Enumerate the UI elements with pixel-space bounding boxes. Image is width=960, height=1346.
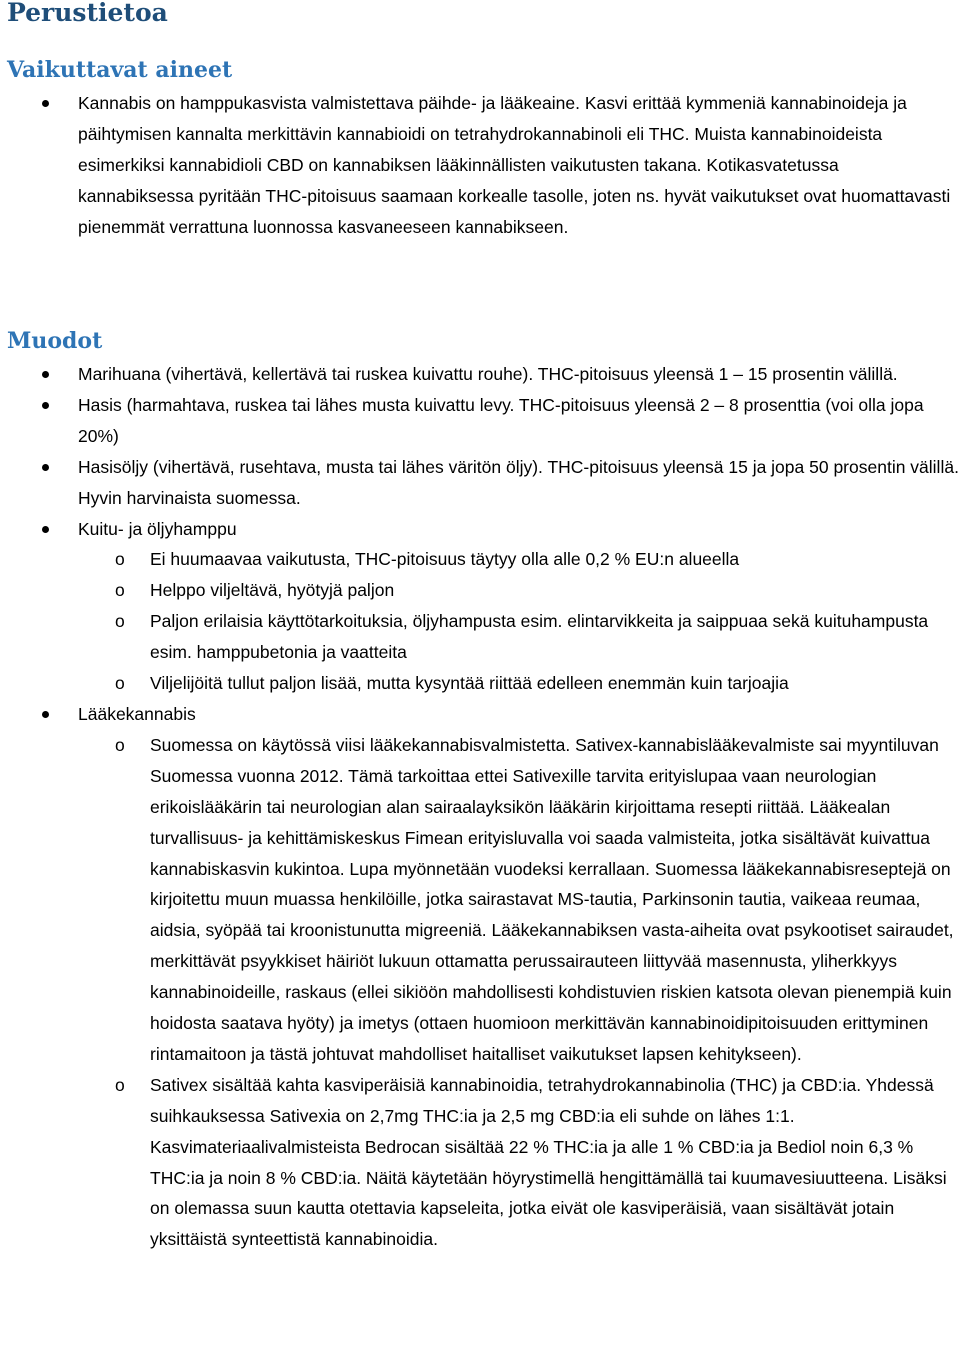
sub-list-item: [115, 668, 960, 699]
sub-list-item-text: Suomessa on käytössä viisi lääkekannabisvalmistetta. Sativex-kannabislääkevalmiste sai myyntiluvan Suomessa vuonna 2012. Tämä tarkoittaa ettei Sativexille tarvita erityislupaa vaan neurologian erikoislääkärin tai neurologian alan sairaalayksikön lääkärin kirjoittama resepti riittää. Lääkealan turvallisuus- ja kehittämiskeskus Fimean erityisluvalla voi saada valmisteita, jotka sisältävät kuivattua kannabiskasvin kukintoa. Lupa myönnetään vuodeksi kerrallaan. Suomessa lääkekannabisreseptejä on kirjoitettu muun muassa henkilöille, jotka sairastavat MS-tautia, Parkinsonin tautia, vaikeaa reumaa, aidsia, syöpää tai kroonistunutta migreeniä. Lääkekannabiksen vasta-aiheita ovat psykootiset sairaudet, merkittävät psyykkiset häiriöt lukuun ottamatta perussairauteen liittyvää masennusta, yliherkkyys kannabinoideille, raskaus (ellei sikiöön mahdollisesti kohdistuvien riskien katsota olevan pienempiä kuin hoidosta saatava hyöty) ja imetys (ottaen huomioon merkittävän kannabinoidipitoisuuden erittyminen rintamaitoon ja tästä johtuvat mahdolliset haitalliset vaikutukset lapsen kehitykseen).: [150, 734, 954, 1064]
list-item-kuitu-ja-oljyhamppu: [78, 514, 960, 545]
section1-bullet: [78, 88, 958, 243]
circle-bullet-icon: o: [115, 549, 125, 570]
bullet-dot-icon: [42, 371, 49, 378]
list-item-text: Hasis (harmahtava, ruskea tai lähes musta kuivattu levy. THC-pitoisuus yleensä 2 – 8 prosenttia (voi olla jopa 20%): [78, 394, 924, 446]
sub-list-item: [115, 1070, 960, 1255]
page-title: Perustietoa: [7, 0, 168, 27]
list-item-text: Kuitu- ja öljyhamppu: [78, 518, 237, 539]
list-item-laakekannabis: [78, 699, 960, 730]
circle-bullet-icon: o: [115, 1074, 125, 1095]
section-heading-muodot: Muodot: [7, 328, 103, 354]
sub-list-item: [115, 730, 960, 1070]
list-item-text: Hasisöljy (vihertävä, rusehtava, musta tai lähes väritön öljy). THC-pitoisuus yleensä 15 ja jopa 50 prosentin välillä. Hyvin harvinaista suomessa.: [78, 456, 959, 508]
sub-list-item: [115, 575, 960, 606]
list-item-hasisoljy: [78, 452, 960, 514]
list-item-text: Lääkekannabis: [78, 703, 196, 724]
sub-list-item: [115, 544, 960, 575]
circle-bullet-icon: o: [115, 611, 125, 632]
list-item-text: Marihuana (vihertävä, kellertävä tai ruskea kuivattu rouhe). THC-pitoisuus yleensä 1 – 15 prosentin välillä.: [78, 364, 898, 384]
circle-bullet-icon: o: [115, 673, 125, 694]
sub-list-item-text: Viljelijöitä tullut paljon lisää, mutta kysyntää riittää edelleen enemmän kuin tarjoajia: [150, 673, 789, 694]
bullet-dot-icon: [42, 711, 49, 718]
section1-bullet-text: Kannabis on hamppukasvista valmistettava päihde- ja lääkeaine. Kasvi erittää kymmeniä kannabinoideja ja päihtymisen kannalta merkittävin kannabioidi on tetrahydrokannabinoli eli THC. Muista kannabinoideista esimerkiksi kannabidioli CBD on kannabiksen lääkinnällisten vaikutusten takana. Kotikasvatetussa kannabiksessa pyritään THC-pitoisuus saamaan korkealle tasolle, joten ns. hyvät vaikutukset ovat huomattavasti pienemmät verrattuna luonnossa kasvaneeseen kannabikseen.: [78, 93, 951, 237]
circle-bullet-icon: o: [115, 580, 125, 601]
sub-list-item-text: Helppo viljeltävä, hyötyjä paljon: [150, 580, 395, 601]
list-item-marihuana: [78, 359, 960, 390]
circle-bullet-icon: o: [115, 734, 125, 755]
sub-list-item-text: Sativex sisältää kahta kasviperäisiä kannabinoidia, tetrahydrokannabinolia (THC) ja CBD:ia. Yhdessä suihkauksessa Sativexia on 2,7mg THC:ia ja 2,5 mg CBD:ia eli suhde on lähes 1:1. Kasvimateriaalivalmisteista Bedrocan sisältää 22 % THC:ia ja alle 1 % CBD:ia ja Bediol noin 6,3 % THC:ia ja noin 8 % CBD:ia. Näitä käytetään höyrystimellä hengittämällä tai kuumavesiuutteena. Lisäksi on olemassa suun kautta otettavia kapseleita, jotka eivät ole kasviperäisiä, vaan sisältävät jotain yksittäistä synteettistä kannabinoidia.: [150, 1074, 947, 1250]
bullet-dot-icon: [42, 464, 49, 471]
bullet-dot-icon: [42, 526, 49, 533]
bullet-dot-icon: [42, 100, 49, 107]
bullet-dot-icon: [42, 402, 49, 409]
sub-list-item: [115, 606, 960, 668]
list-item-hasis: [78, 390, 960, 452]
sub-list-item-text: Paljon erilaisia käyttötarkoituksia, öljyhampusta esim. elintarvikkeita ja saippuaa sekä kuituhampusta esim. hamppubetonia ja vaatteita: [150, 611, 929, 663]
section-heading-vaikuttavat-aineet: Vaikuttavat aineet: [7, 57, 233, 83]
forms-list: [78, 359, 960, 1255]
sub-list-item-text: Ei huumaavaa vaikutusta, THC-pitoisuus täytyy olla alle 0,2 % EU:n alueella: [150, 549, 740, 570]
